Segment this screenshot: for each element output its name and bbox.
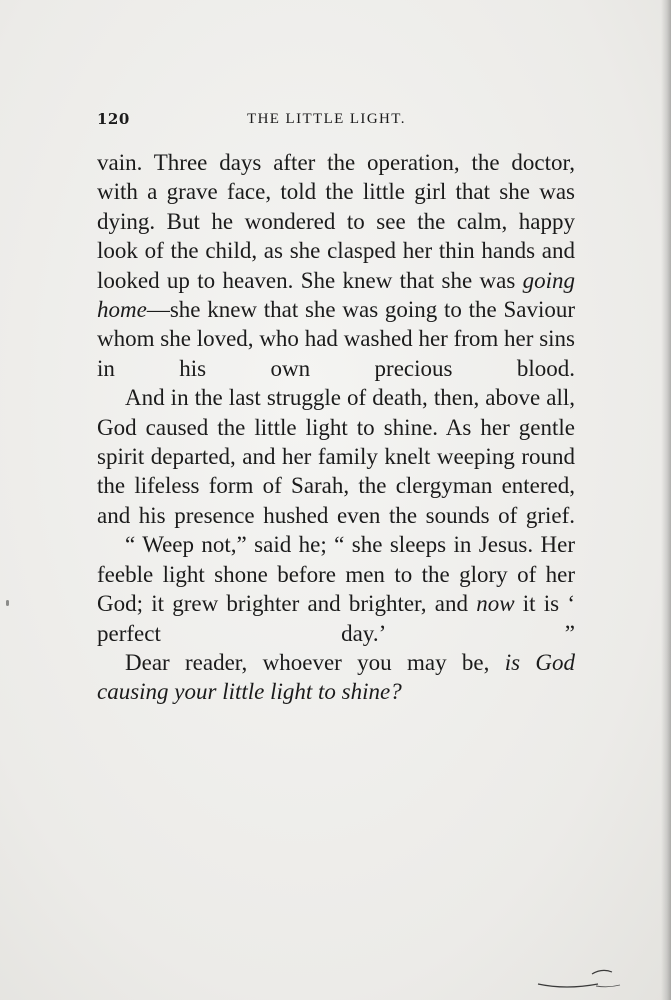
paragraph-3 [97, 530, 575, 648]
paragraph-1-end: —she knew that she was going to the Saviour whom she loved, who had washed her from her sins in his own precious blood. [97, 297, 575, 381]
paragraph-3-end: it is ‘ perfect day.’ ” [97, 591, 576, 646]
page-number: 120 [97, 110, 130, 128]
running-head: THE LITTLE LIGHT. [247, 111, 406, 127]
paragraph-4-emphasis: is God causing your little light to shine? [97, 649, 576, 705]
pencil-mark-icon [536, 964, 656, 994]
paragraph-2 [97, 383, 575, 530]
paragraph-2-text: And in the last struggle of death, then, above all, God caused the little light to shine. As her gentle spirit departed, and her family knelt weeping round the lifeless form of Sarah, the clergyman entered, and his presence hushed even the sounds of grief. [97, 385, 575, 528]
paragraph-4 [97, 648, 575, 707]
paragraph-1 [97, 148, 575, 383]
paragraph-3-emphasis: now [476, 591, 515, 617]
paragraph-4-text: Dear reader, whoever you may be, [125, 649, 505, 675]
page-body [97, 148, 575, 707]
paragraph-1-emphasis: going home [97, 267, 575, 323]
paragraph-1-text: vain. Three days after the operation, the doctor, with a grave face, told the little girl that she was dying. But he wondered to see the calm, happy look of the child, as she clasped her thin hands and looked up to heaven. She knew that she was [97, 150, 575, 293]
page-header [97, 108, 575, 136]
paragraph-3-text: “ Weep not,” said he; “ she sleeps in Jesus. Her feeble light shone before men to the glory of her God; it grew brighter and brighter, and [97, 532, 575, 617]
margin-mark [6, 600, 9, 606]
page-edge-shadow [661, 0, 671, 1000]
